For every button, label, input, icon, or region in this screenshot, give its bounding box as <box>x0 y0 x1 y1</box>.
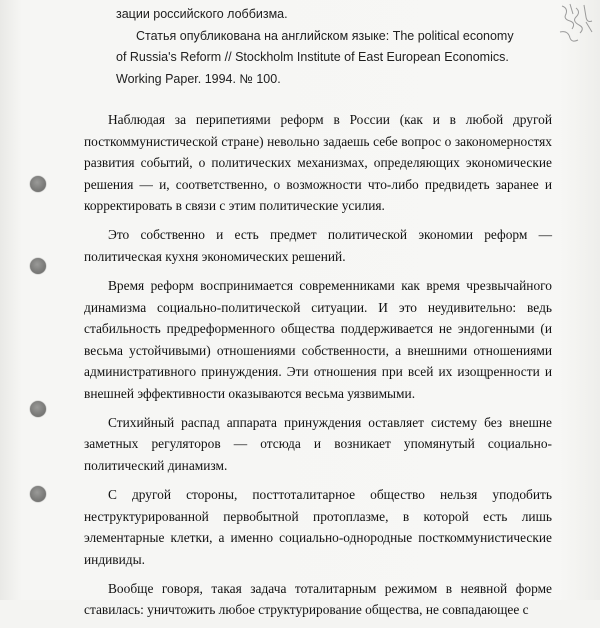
binder-hole <box>30 486 46 502</box>
footnote-line: зации российского лоббизма. <box>116 7 288 21</box>
footnote-line: of Russia's Reform // Stockholm Institute of East European Economics. <box>116 50 509 64</box>
paragraph: Наблюдая за перипетиями реформ в России (как и в любой другой посткоммунистической стране) невольно задаешь себе вопрос о закономерностях развития событий, о политических механизмах, определяющих экономические решения — и, соответственно, о возможности что-либо предвидеть заранее и корректировать в связи с этим политические усилия. <box>84 112 552 214</box>
footnote-line: Статья опубликована на английском языке: The political economy <box>136 28 514 43</box>
binder-hole <box>30 176 46 192</box>
footnote-header <box>116 4 566 90</box>
paragraph: Время реформ воспринимается современниками как время чрезвычайного динамизма социально-политической ситуации. И это неудивительно: ведь стабильность предреформенного общества поддерживается не эндогенными (и весьма устойчивыми) отношениями собственности, а внешними отношениями административного принуждения. Эти отношения при всей их изощренности и внешней эффективности оказываются весьма уязвимыми. <box>84 277 552 401</box>
paragraph: Вообще говоря, такая задача тоталитарным режимом в неявной форме ставилась: уничтожить любое структурирование общества, не совпадающее с <box>84 580 552 618</box>
paragraph: С другой стороны, посттоталитарное общество нельзя уподобить неструктурированной первобытной протоплазме, в которой есть лишь элементарные клетки, а именно социально-однородные посткоммунистические индивиды. <box>84 487 552 567</box>
footnote-line: Working Paper. 1994. № 100. <box>116 71 281 86</box>
paragraph: Стихийный распад аппарата принуждения оставляет систему без внешне заметных регуляторов — отсюда и возникает упомянутый социально-политический динамизм. <box>84 414 552 474</box>
paragraph: Это собственно и есть предмет политической экономии реформ — политическая кухня экономических решений. <box>84 227 552 264</box>
article-body <box>84 109 552 628</box>
binder-hole <box>30 401 46 417</box>
binder-hole <box>30 258 46 274</box>
